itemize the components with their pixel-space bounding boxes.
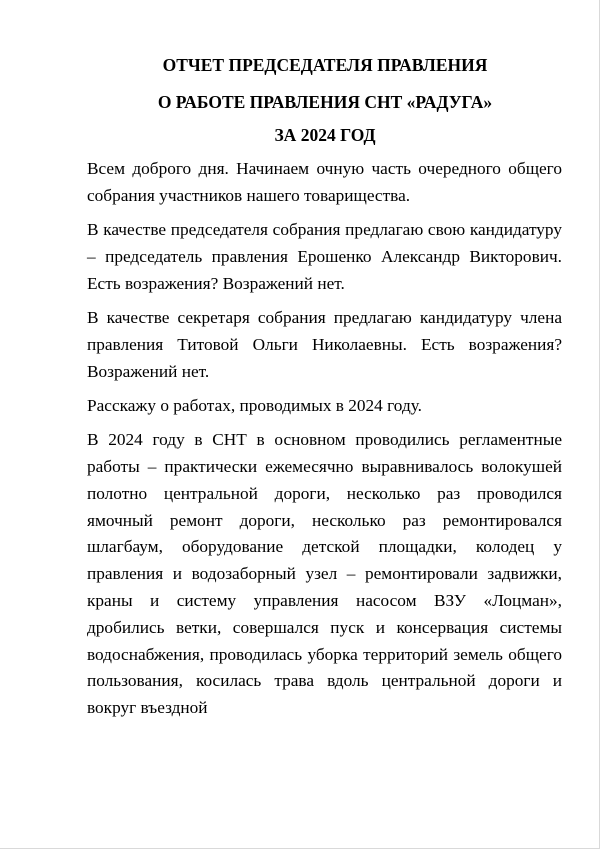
document-title-line-2: О РАБОТЕ ПРАВЛЕНИЯ СНТ «РАДУГА» — [157, 92, 493, 112]
document-title-line-1: ОТЧЕТ ПРЕДСЕДАТЕЛЯ ПРАВЛЕНИЯ — [162, 55, 488, 75]
paragraph-chairman: В качестве председателя собрания предлагаю свою кандидатуру – председатель правления Ерошенко Александр Викторович. Есть возражения? Возражений нет. — [87, 220, 562, 293]
document-body — [87, 156, 562, 729]
paragraph-works-intro: Расскажу о работах, проводимых в 2024 году. — [87, 395, 422, 415]
paragraph-secretary: В качестве секретаря собрания предлагаю кандидатуру члена правления Титовой Ольги Николаевны. Есть возражения? Возражений нет. — [87, 307, 562, 381]
document-title-line-3: ЗА 2024 ГОД — [274, 125, 376, 145]
paragraph-works-2024: В 2024 году в СНТ в основном проводились регламентные работы – практически ежемесячно выравнивалось волокушей полотно центральной дороги, несколько раз проводился ямочный ремонт дороги, несколько раз ремонтировался шлагбаум, оборудование детской площадки, колодец у правления и водозаборный узел – ремонтировали задвижки, краны и систему управления насосом ВЗУ «Лоцман», дробились ветки, совершался пуск и консервация системы водоснабжения, проводилась уборка территорий земель общего пользования, косилась трава вдоль центральной дороги и вокруг въездной — [87, 430, 562, 718]
paragraph-greeting: Всем доброго дня. Начинаем очную часть очередного общего собрания участников нашего товарищества. — [87, 159, 562, 205]
